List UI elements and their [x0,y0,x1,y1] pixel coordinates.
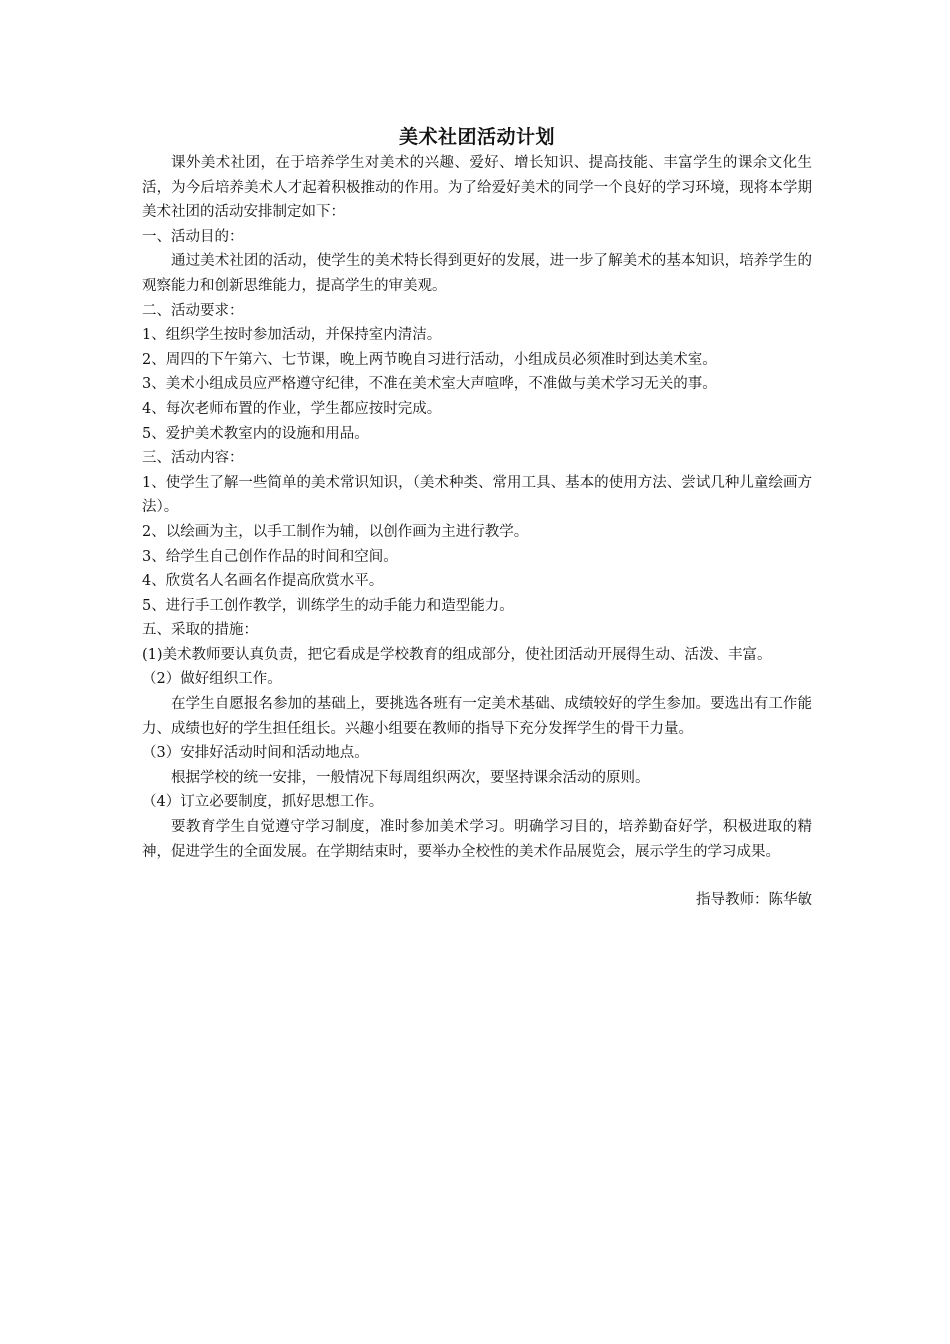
section-1-heading: 一、活动目的： [142,228,244,245]
measure-2-body: 在学生自愿报名参加的基础上，要挑选各班有一定美术基础、成绩较好的学生参加。要选出有工作能力、成绩也好的学生担任组长。兴趣小组要在教师的指导下充分发挥学生的骨干力量。 [142,696,812,737]
intro-paragraph: 课外美术社团，在于培养学生对美术的兴趣、爱好、增长知识、提高技能、丰富学生的课余文化生活，为今后培养美术人才起着积极推动的作用。为了给爱好美术的同学一个良好的学习环境，现将本学期美术社团的活动安排制定如下： [142,155,812,221]
measure-3-heading: （3）安排好活动时间和活动地点。 [142,745,369,762]
requirement-item: 1、组织学生按时参加活动，并保持室内清洁。 [142,327,442,344]
section-1-body: 通过美术社团的活动，使学生的美术特长得到更好的发展，进一步了解美术的基本知识，培养学生的观察能力和创新思维能力，提高学生的审美观。 [142,253,812,294]
section-3-heading: 三、活动内容： [142,450,244,467]
content-item: 1、使学生了解一些简单的美术常识知识，（美术种类、常用工具、基本的使用方法、尝试几种儿童绘画方法）。 [142,474,812,516]
document-page [142,124,812,913]
requirement-item: 5、爱护美术教室内的设施和用品。 [142,425,369,442]
measure-4-body: 要教育学生自觉遵守学习制度，准时参加美术学习。明确学习目的，培养勤奋好学，积极进取的精神，促进学生的全面发展。在学期结束时，要举办全校性的美术作品展览会，展示学生的学习成果。 [142,819,812,860]
requirement-item: 4、每次老师布置的作业，学生都应按时完成。 [142,400,442,417]
measure-3-body: 根据学校的统一安排，一般情况下每周组织两次，要坚持课余活动的原则。 [171,769,650,786]
document-title: 美术社团活动计划 [398,126,555,148]
content-item: 2、以绘画为主，以手工制作为辅，以创作画为主进行教学。 [142,523,529,540]
content-item: 3、给学生自己创作作品的时间和空间。 [142,548,398,565]
section-5-heading: 五、采取的措施： [142,622,258,639]
section-2-heading: 二、活动要求： [142,302,244,319]
measure-1: (1)美术教师要认真负责，把它看成是学校教育的组成部分，使社团活动开展得生动、活泼、丰富。 [142,646,772,663]
measure-4-heading: （4）订立必要制度，抓好思想工作。 [142,794,384,811]
content-item: 5、进行手工创作教学，训练学生的动手能力和造型能力。 [142,597,514,614]
measure-2-heading: （2）做好组织工作。 [142,671,282,688]
content-item: 4、欣赏名人名画名作提高欣赏水平。 [142,573,384,590]
requirement-item: 3、美术小组成员应严格遵守纪律，不准在美术室大声喧哗，不准做与美术学习无关的事。 [142,376,717,393]
requirement-item: 2、周四的下午第六、七节课，晚上两节晚自习进行活动，小组成员必须准时到达美术室。 [142,351,717,368]
signature: 指导教师：陈华敏 [696,892,812,909]
